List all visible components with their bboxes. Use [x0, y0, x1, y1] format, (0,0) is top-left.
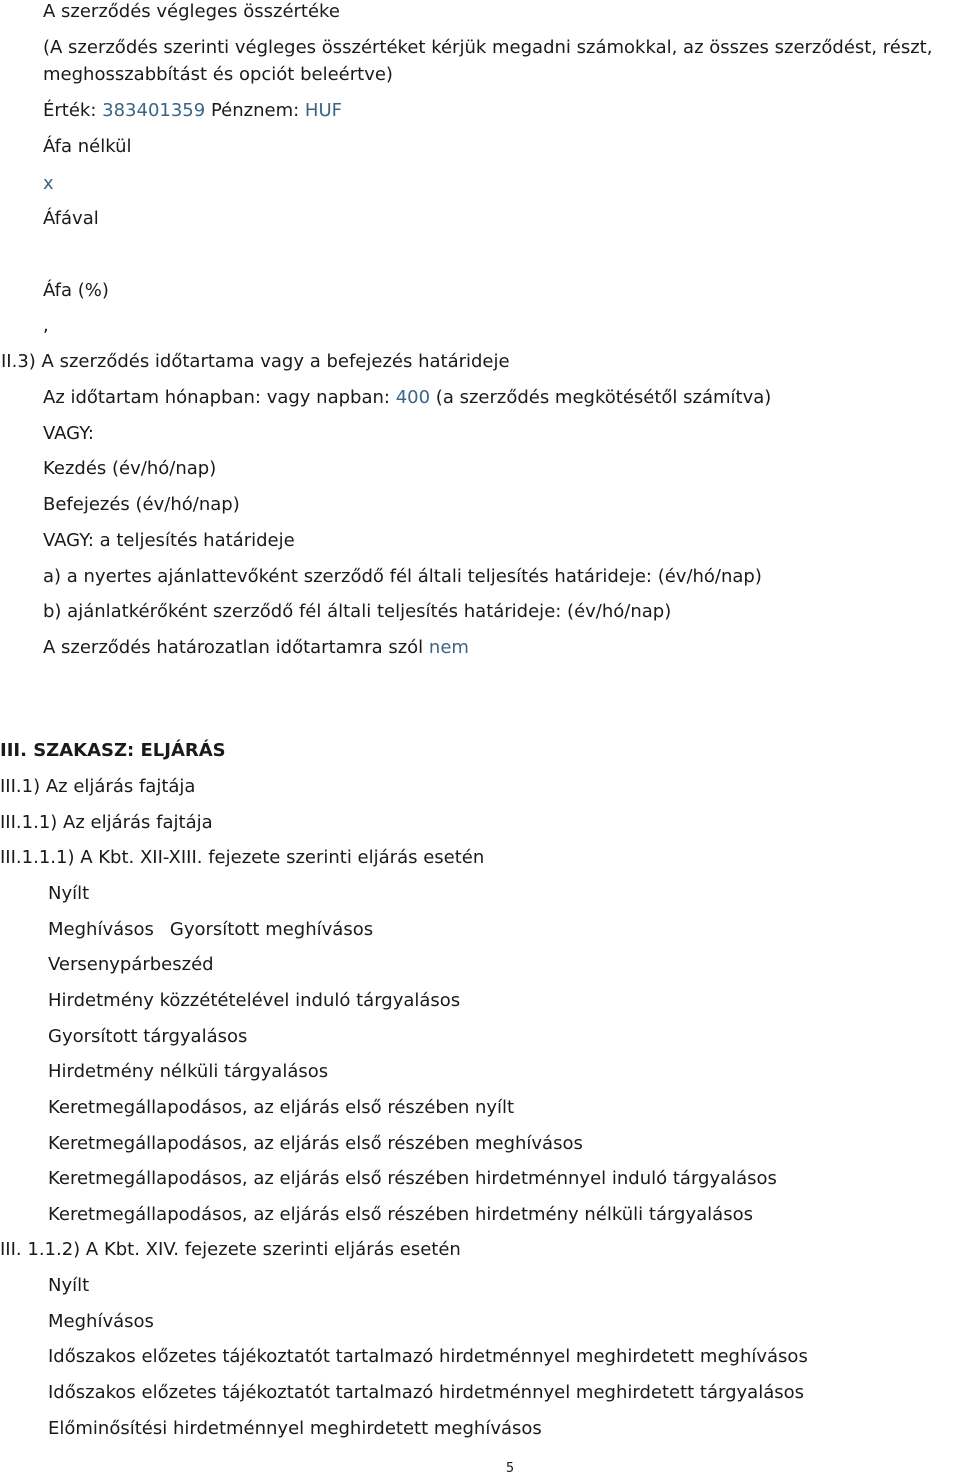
currency-label: Pénznem: — [210, 100, 300, 121]
option-negotiated-without-notice: Hirdetmény nélküli tárgyalásos — [48, 1061, 329, 1082]
contract-value-note-1: (A szerződés szerinti végleges összértéket kérjük megadni számokkal, az összes szerződést, részt, — [43, 37, 933, 58]
duration-row — [43, 386, 771, 410]
without-vat-mark: x — [43, 173, 54, 194]
or-deadline-label: VAGY: a teljesítés határideje — [43, 530, 295, 551]
vat-percent-label: Áfa (%) — [43, 280, 109, 301]
indefinite-value: nem — [428, 637, 469, 658]
option-b-open: Nyílt — [48, 1275, 90, 1296]
option-accelerated-invitation: Gyorsított meghívásos — [169, 919, 374, 940]
option-open: Nyílt — [48, 883, 90, 904]
option-competitive-dialogue: Versenypárbeszéd — [48, 954, 214, 975]
option-b-periodic-invitation: Időszakos előzetes tájékoztatót tartalmazó hirdetménnyel meghirdetett meghívásos — [48, 1346, 808, 1367]
vat-percent-value: , — [43, 315, 49, 336]
start-date-label: Kezdés (év/hó/nap) — [43, 458, 217, 479]
option-invitation: Meghívásos — [48, 919, 154, 940]
duration-suffix: (a szerződés megkötésétől számítva) — [435, 387, 772, 408]
value-label: Érték: — [43, 100, 97, 121]
page-number: 5 — [505, 1461, 515, 1476]
option-framework-invitation: Keretmegállapodásos, az eljárás első részében meghívásos — [48, 1133, 583, 1154]
contract-value-title: A szerződés végleges összértéke — [43, 1, 340, 22]
duration-days: 400 — [395, 387, 431, 408]
or-label: VAGY: — [43, 423, 94, 444]
option-invitation-row — [48, 918, 373, 942]
deadline-a: a) a nyertes ajánlattevőként szerződő fél általi teljesítés határideje: (év/hó/nap) — [43, 566, 762, 587]
option-b-prequalification-invitation: Előminősítési hirdetménnyel meghirdetett meghívásos — [48, 1418, 542, 1439]
currency-value: HUF — [304, 100, 342, 121]
value-amount: 383401359 — [102, 100, 206, 121]
option-framework-negotiated-notice: Keretmegállapodásos, az eljárás első részében hirdetménnyel induló tárgyalásos — [48, 1168, 777, 1189]
duration-prefix: Az időtartam hónapban: vagy napban: — [43, 387, 390, 408]
contract-value-note-2: meghosszabbítást és opciót beleértve) — [43, 64, 393, 85]
without-vat-label: Áfa nélkül — [43, 136, 132, 157]
option-accelerated-negotiated: Gyorsított tárgyalásos — [48, 1026, 248, 1047]
indefinite-row — [43, 636, 469, 660]
procedure-type-subheading: III.1.1) Az eljárás fajtája — [0, 812, 213, 833]
option-negotiated-with-notice: Hirdetmény közzétételével induló tárgyalásos — [48, 990, 461, 1011]
option-b-invitation: Meghívásos — [48, 1311, 154, 1332]
section-iii-heading: III. SZAKASZ: ELJÁRÁS — [0, 740, 226, 761]
option-framework-open: Keretmegállapodásos, az eljárás első részében nyílt — [48, 1097, 515, 1118]
option-framework-negotiated-no-notice: Keretmegállapodásos, az eljárás első részében hirdetmény nélküli tárgyalásos — [48, 1204, 753, 1225]
deadline-b: b) ajánlatkérőként szerződő fél általi teljesítés határideje: (év/hó/nap) — [43, 601, 672, 622]
kbt-xii-xiii-heading: III.1.1.1) A Kbt. XII-XIII. fejezete szerinti eljárás esetén — [0, 847, 485, 868]
kbt-xiv-heading: III. 1.1.2) A Kbt. XIV. fejezete szerinti eljárás esetén — [0, 1239, 461, 1260]
contract-value-row — [43, 99, 342, 123]
option-b-periodic-negotiated: Időszakos előzetes tájékoztatót tartalmazó hirdetménnyel meghirdetett tárgyalásos — [48, 1382, 805, 1403]
with-vat-label: Áfával — [43, 208, 99, 229]
procedure-type-heading: III.1) Az eljárás fajtája — [0, 776, 196, 797]
duration-heading: II.3) A szerződés időtartama vagy a befejezés határideje — [1, 351, 510, 372]
end-date-label: Befejezés (év/hó/nap) — [43, 494, 240, 515]
indefinite-label: A szerződés határozatlan időtartamra szól — [43, 637, 424, 658]
